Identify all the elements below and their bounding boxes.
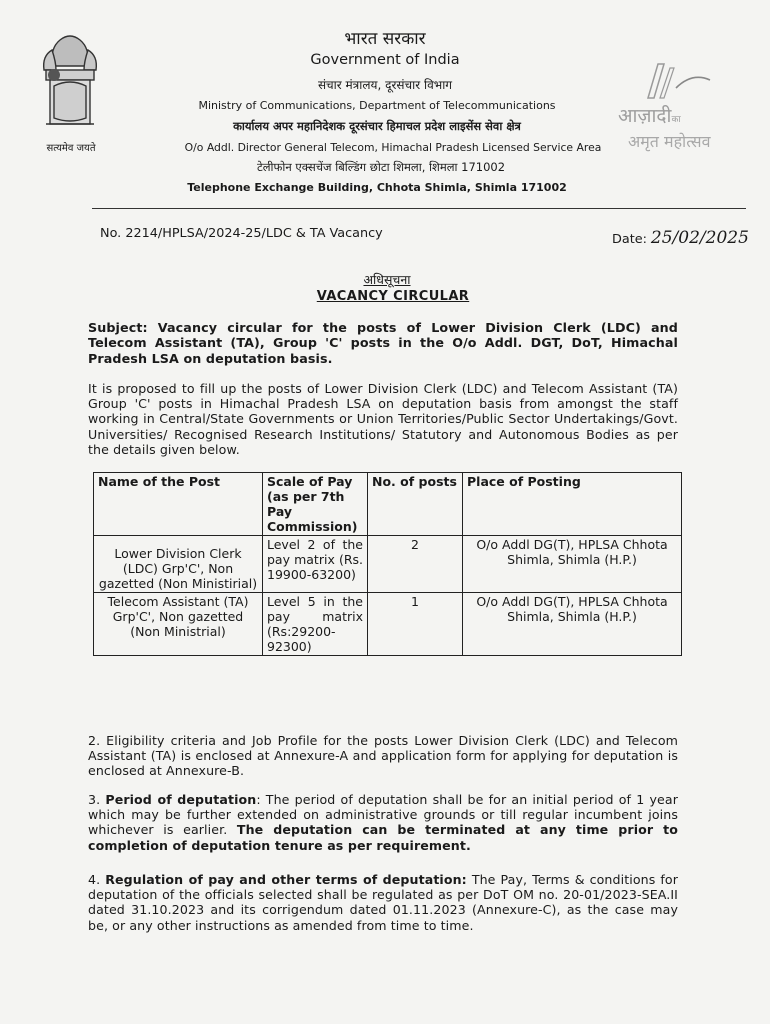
table-row (94, 593, 682, 656)
azadi-small-text: का (671, 115, 681, 125)
title-english: VACANCY CIRCULAR (316, 289, 470, 304)
header-ministry-en: Ministry of Communications, Department of Telecommunications (198, 99, 556, 112)
vacancy-table (93, 472, 682, 656)
para3-number: 3. (88, 792, 101, 807)
cell-posts: 1 (368, 593, 463, 656)
azadi-line2: अमृत महोत्सव (628, 132, 711, 151)
eligibility-paragraph: 2. Eligibility criteria and Job Profile for the posts Lower Division Clerk (LDC) and Telecom Assistant (TA) is enclosed at Annexure-A and application form for applying for deputation is enclosed at Annexure-B. (88, 733, 678, 779)
table-header-row (94, 473, 682, 536)
para4-number: 4. (88, 872, 101, 887)
para3-text: : The period of deputation shall be for an initial period of 1 year which may be further extended on administrative grounds or till regular incumbent joins whichever is earlier. (88, 792, 678, 838)
cell-post: Lower Division Clerk (LDC) Grp'C', Non gazetted (Non Ministirial) (94, 536, 263, 593)
cell-post: Telecom Assistant (TA) Grp'C', Non gazetted (Non Ministrial) (94, 593, 263, 656)
title-hindi: अधिसूचना (363, 272, 411, 287)
header-posts: No. of posts (368, 473, 463, 536)
header-office-en: O/o Addl. Director General Telecom, Himachal Pradesh Licensed Service Area (184, 141, 602, 154)
para4-heading: Regulation of pay and other terms of deputation: (105, 872, 467, 887)
header-govt-en: Government of India (310, 52, 460, 68)
para4-text: The Pay, Terms & conditions for deputation of the officials selected shall be regulated as per DoT OM no. 20-01/2023-SEA.II dated 31.10.2023 and its corrigendum dated 01.11.2023 (Annexure-C), as the case may be, or any other instructions as amended from time to time. (88, 872, 678, 933)
header-scale: Scale of Pay (as per 7th Pay Commission) (263, 473, 368, 536)
date-label: Date: (612, 232, 647, 247)
cell-place: O/o Addl DG(T), HPLSA Chhota Shimla, Shimla (H.P.) (463, 593, 682, 656)
header-post: Name of the Post (94, 473, 263, 536)
cell-posts: 2 (368, 536, 463, 593)
azadi-line1 (618, 102, 681, 128)
cell-place: O/o Addl DG(T), HPLSA Chhota Shimla, Shimla (H.P.) (463, 536, 682, 593)
table-row (94, 536, 682, 593)
para3-heading: Period of deputation (105, 792, 257, 807)
azadi-main-text: आज़ादी (618, 105, 672, 127)
azadi-logo (612, 58, 762, 168)
header-place: Place of Posting (463, 473, 682, 536)
emblem-caption: सत्यमेव जयते (46, 143, 96, 154)
header-divider (92, 208, 746, 209)
header-hindi-ministry: संचार मंत्रालय, दूरसंचार विभाग (317, 78, 453, 92)
subject-paragraph: Subject: Vacancy circular for the posts of Lower Division Clerk (LDC) and Telecom Assistant (TA), Group 'C' posts in the O/o Addl. DGT, DoT, Himachal Pradesh LSA on deputation basis. (88, 320, 678, 366)
cell-scale: Level 5 in the pay matrix (Rs:29200-92300) (263, 593, 368, 656)
header-hindi-address: टेलीफोन एक्सचेंज बिल्डिंग छोटा शिमला, शिमला 171002 (256, 160, 506, 174)
pay-regulation-paragraph (88, 872, 678, 933)
intro-paragraph: It is proposed to fill up the posts of Lower Division Clerk (LDC) and Telecom Assistant (TA) Group 'C' posts in Himachal Pradesh LSA on deputation basis from amongst the staff working in Central/State Governments or Union Territories/Public Sector Undertakings/Govt. Universities/ Recognised Research Institutions/ Statutory and Autonomous Bodies as per the details given below. (88, 381, 678, 457)
para3-bold-tail: The deputation can be terminated at any time prior to completion of deputation tenure as per requirement. (88, 822, 679, 853)
reference-number: No. 2214/HPLSA/2024-25/LDC & TA Vacancy (100, 226, 383, 241)
cell-scale: Level 2 of the pay matrix (Rs. 19900-63200) (263, 536, 368, 593)
header-address-en: Telephone Exchange Building, Chhota Shimla, Shimla 171002 (187, 181, 567, 194)
azadi-emblem-icon (624, 58, 714, 102)
date-value: 25/02/2025 (650, 228, 749, 248)
header-hindi-office: कार्यालय अपर महानिदेशक दूरसंचार हिमाचल प्रदेश लाइसेंस सेवा क्षेत्र (233, 119, 521, 133)
header-hindi-govt: भारत सरकार (344, 29, 426, 49)
deputation-period-paragraph (88, 792, 678, 853)
date-block (612, 228, 749, 248)
